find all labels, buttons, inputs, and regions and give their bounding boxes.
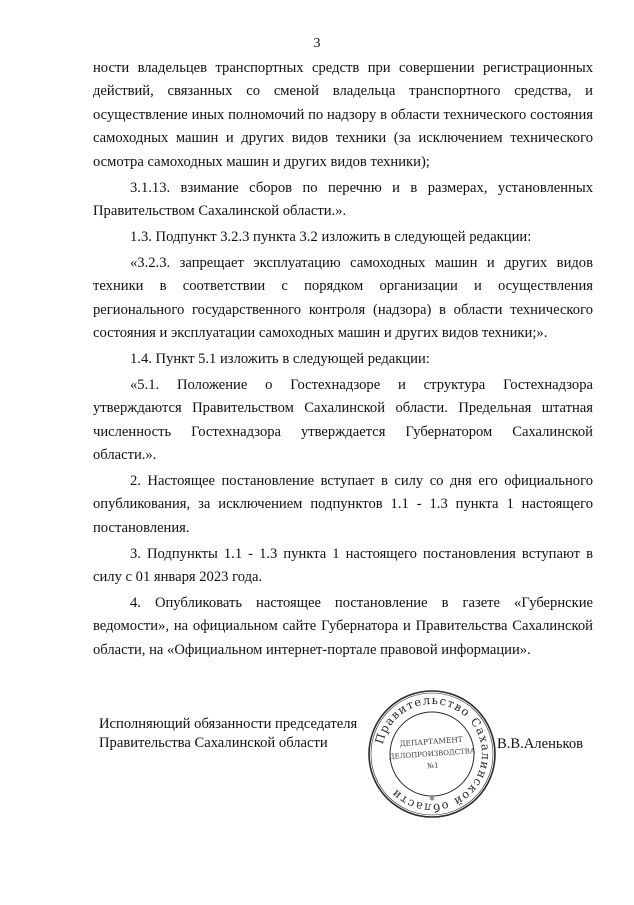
paragraph-2: 2. Настоящее постановление вступает в силу со дня его официального опубликования, за исключением подпунктов 1.1 - 1.3 пункта 1 настоящего постановления. (93, 472, 593, 536)
paragraph-1-3: 1.3. Подпункт 3.2.3 пункта 3.2 изложить в следующей редакции: (130, 228, 532, 245)
paragraph-1-4: 1.4. Пункт 5.1 изложить в следующей редакции: (130, 350, 430, 367)
signatory-position-line-1: Исполняющий обязанности председателя (99, 716, 358, 732)
signatory-position (99, 715, 357, 753)
paragraph-continuation: ности владельцев транспортных средств при совершении регистрационных действий, связанных со сменой владельца транспортного средства, и осуществление иных полномочий по надзору в области технического состояния самоходных машин и других видов техники (за исключением технического осмотра самоходных машин и других видов техники); (93, 60, 593, 170)
paragraph-5-1: «5.1. Положение о Гостехнадзоре и структура Гостехнадзора утверждаются Правительством Сахалинской области. Предельная штатная численность Гостехнадзора утверждается Губернатором Сахалинской области.». (93, 376, 593, 463)
signatory-position-line-2: Правительства Сахалинской области (99, 735, 328, 751)
seal-center-line-2: ДЕЛОПРОИЗВОДСТВА (388, 746, 476, 762)
seal-center (388, 734, 477, 773)
paragraph-3-2-3: «3.2.3. запрещает эксплуатацию самоходных машин и других видов техники в соответствии с порядком организации и осуществления регионального государственного контроля (надзора) в области технического состояния и эксплуатации самоходных машин и других видов техники;». (93, 254, 593, 341)
signatory-name: В.В.Аленьков (497, 736, 584, 752)
seal-center-line-1: ДЕПАРТАМЕНТ (399, 734, 464, 749)
paragraph-3: 3. Подпункты 1.1 - 1.3 пункта 1 настоящего постановления вступают в силу с 01 января 2023 года. (93, 545, 593, 586)
paragraph-3-1-13: 3.1.13. взимание сборов по перечню и в размерах, установленных Правительством Сахалинской области.». (93, 179, 593, 219)
official-seal-stamp (366, 688, 498, 820)
paragraph-4: 4. Опубликовать настоящее постановление в газете «Губернские ведомости», на официальном сайте Губернатора и Правительства Сахалинской области, на «Официальном интернет-портале правовой информации». (93, 594, 593, 658)
document-body (93, 57, 593, 665)
seal-star: * (429, 794, 435, 807)
seal-ring-text: Правительство Сахалинской области (372, 692, 494, 816)
seal-center-line-3: №1 (426, 760, 439, 771)
page-number: 3 (313, 36, 321, 51)
